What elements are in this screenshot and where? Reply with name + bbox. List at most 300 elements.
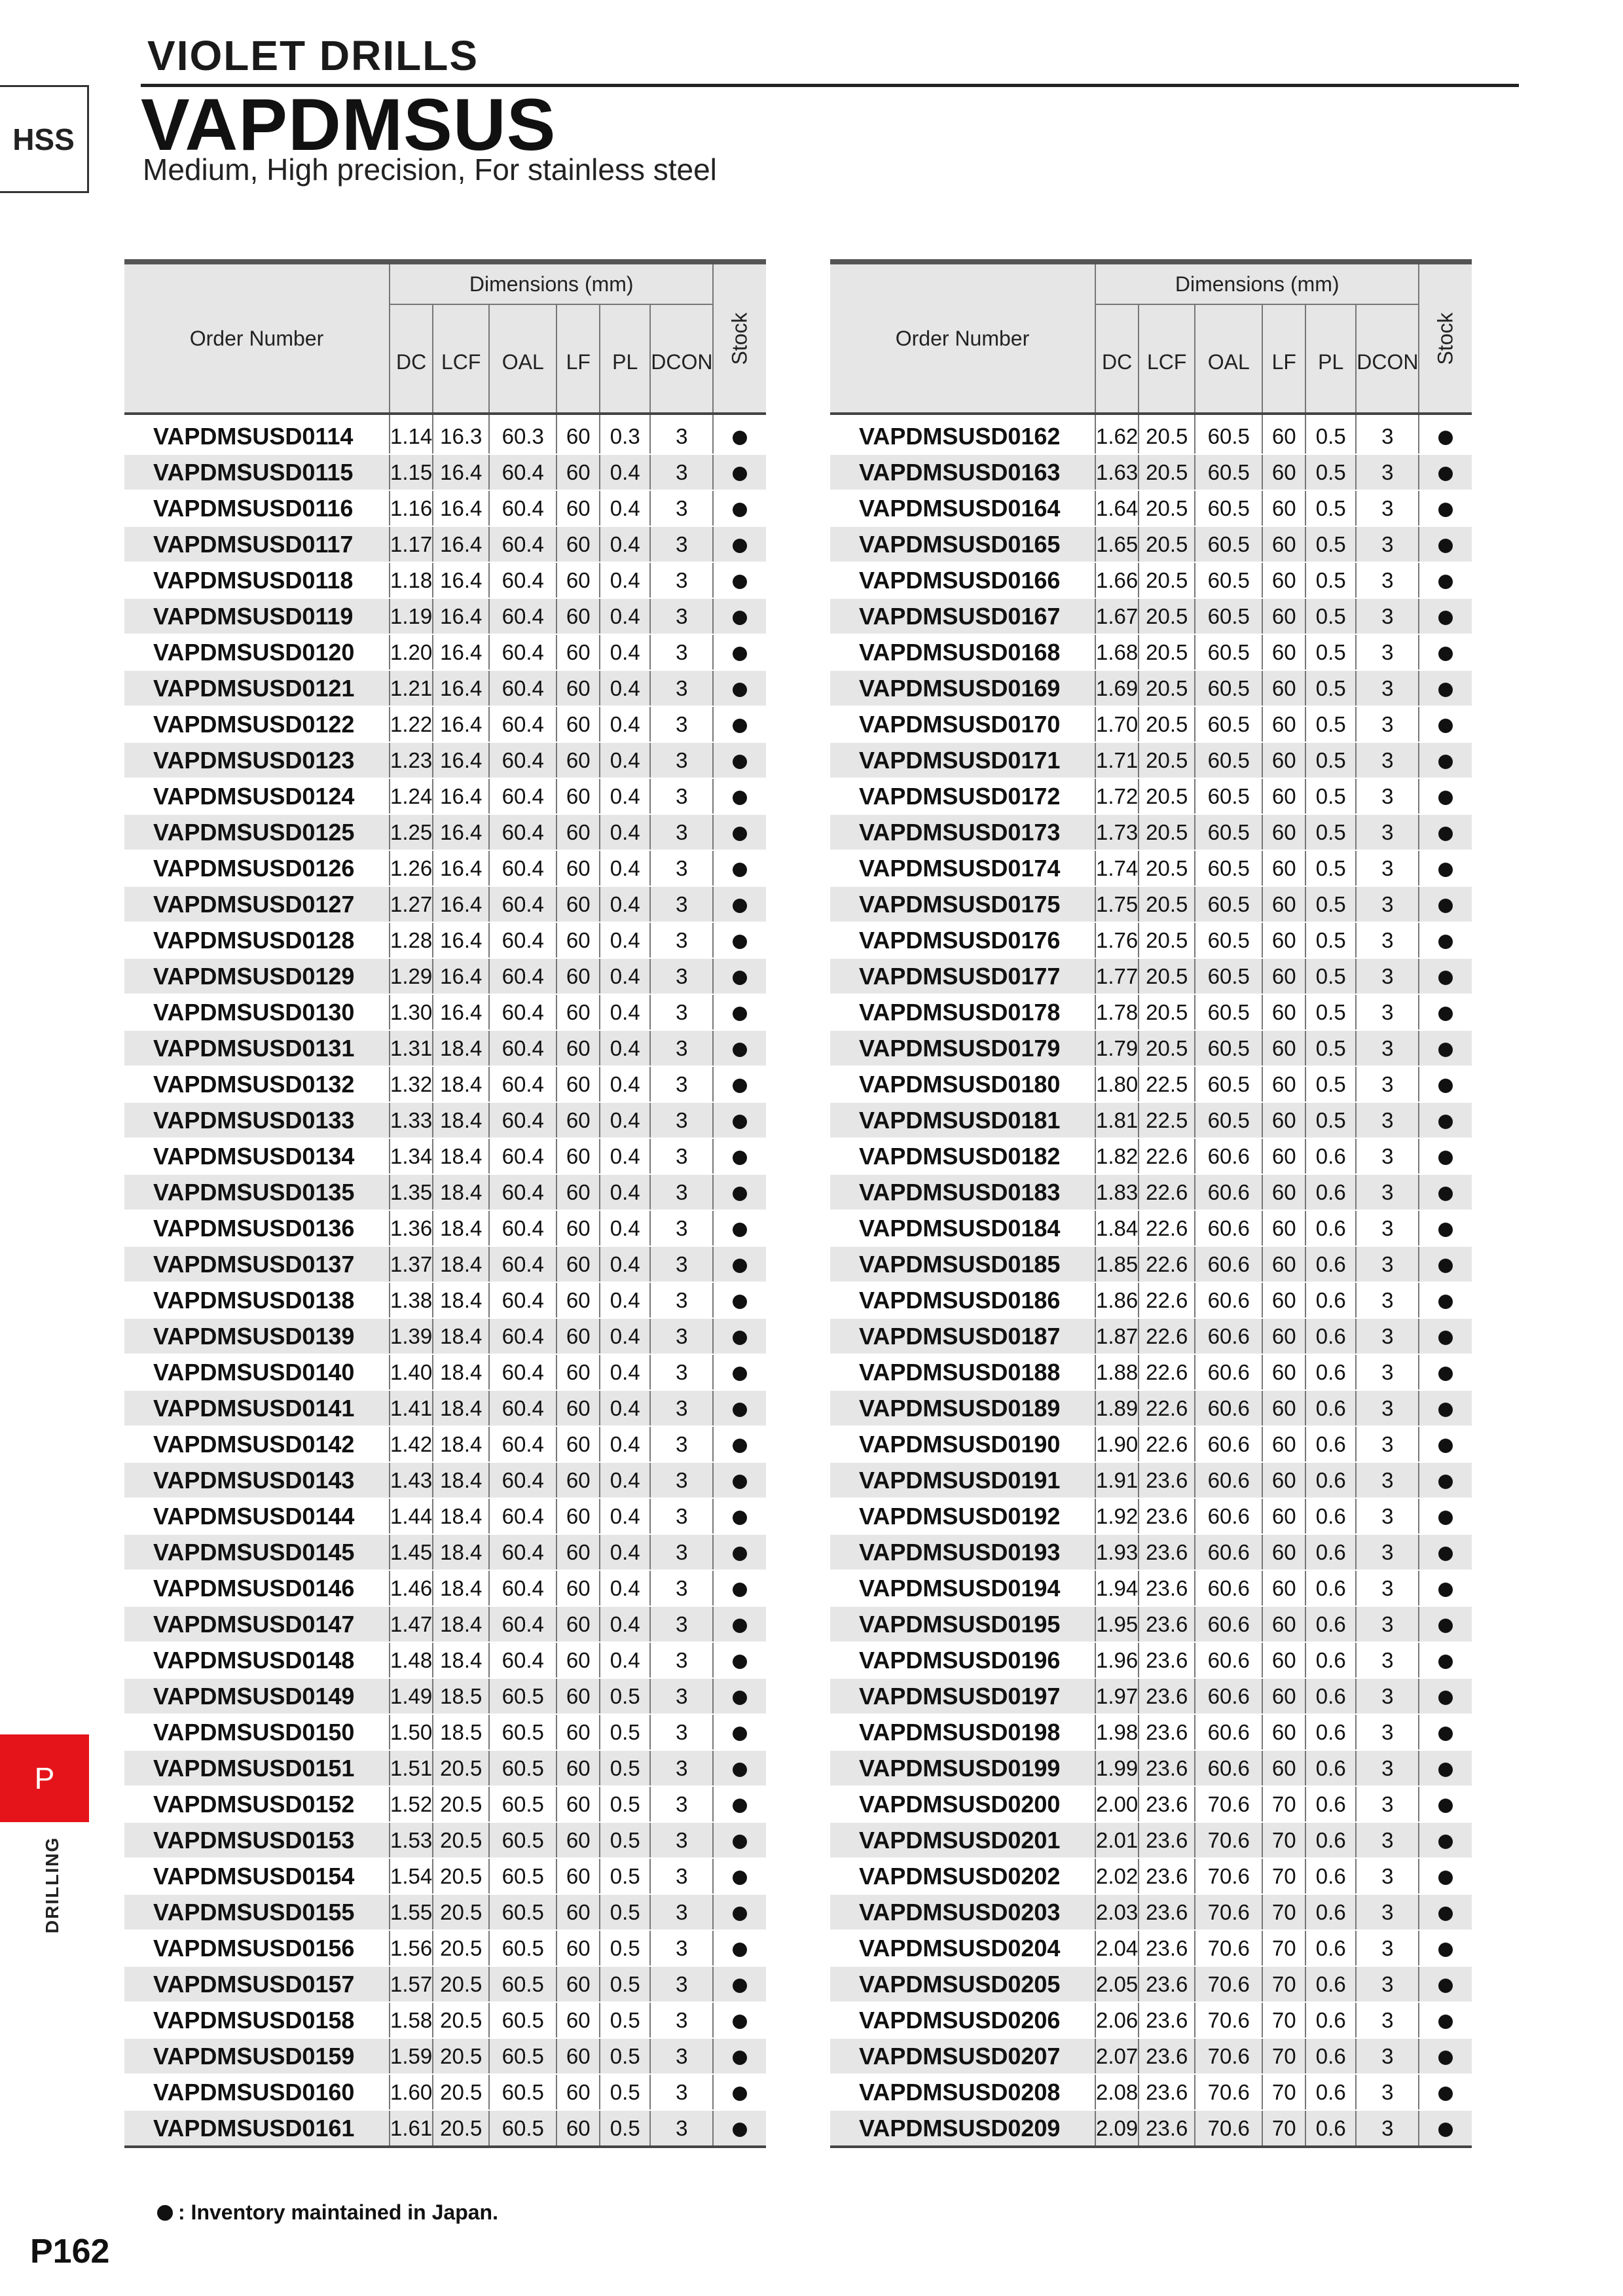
oal-cell: 70.6	[1195, 2002, 1262, 2038]
filled-circle-icon	[1438, 899, 1453, 913]
dcon-cell: 3	[1356, 1642, 1419, 1678]
pl-cell: 0.6	[1305, 1786, 1356, 1822]
dc-cell: 1.21	[390, 670, 433, 706]
table-row	[124, 994, 766, 1030]
stock-cell	[713, 562, 766, 598]
lf-cell: 60	[556, 1786, 600, 1822]
lcf-cell: 23.6	[1139, 1930, 1195, 1966]
order-number-cell: VAPDMSUSD0183	[830, 1174, 1095, 1210]
dcon-cell: 3	[1356, 1966, 1419, 2002]
order-number-cell: VAPDMSUSD0136	[124, 1210, 390, 1246]
lcf-cell: 16.4	[433, 526, 489, 562]
oal-cell: 60.4	[489, 850, 556, 886]
oal-cell: 60.4	[489, 1498, 556, 1534]
filled-circle-icon	[1438, 1655, 1453, 1669]
order-number-cell: VAPDMSUSD0176	[830, 922, 1095, 958]
stock-cell	[1419, 1678, 1472, 1714]
filled-circle-icon	[1438, 1475, 1453, 1489]
pl-header: PL	[600, 304, 650, 414]
stock-cell	[713, 1750, 766, 1786]
dc-cell: 1.90	[1095, 1426, 1139, 1462]
stock-cell	[713, 1930, 766, 1966]
filled-circle-icon	[1438, 2015, 1453, 2029]
dc-cell: 1.84	[1095, 1210, 1139, 1246]
table-row	[830, 2110, 1472, 2147]
lf-cell: 60	[1262, 958, 1305, 994]
table-row	[830, 1174, 1472, 1210]
oal-cell: 60.4	[489, 814, 556, 850]
filled-circle-icon	[1438, 2087, 1453, 2101]
lcf-cell: 20.5	[433, 1786, 489, 1822]
filled-circle-icon	[733, 1619, 747, 1633]
dc-cell: 2.03	[1095, 1894, 1139, 1930]
order-number-cell: VAPDMSUSD0199	[830, 1750, 1095, 1786]
lcf-cell: 23.6	[1139, 1714, 1195, 1750]
order-number-cell: VAPDMSUSD0155	[124, 1894, 390, 1930]
dcon-cell: 3	[1356, 2074, 1419, 2110]
oal-cell: 60.5	[1195, 1102, 1262, 1138]
table-row	[124, 778, 766, 814]
order-number-cell: VAPDMSUSD0206	[830, 2002, 1095, 2038]
lf-header: LF	[1262, 304, 1305, 414]
lcf-cell: 23.6	[1139, 1462, 1195, 1498]
lcf-cell: 22.6	[1139, 1210, 1195, 1246]
dc-cell: 1.52	[390, 1786, 433, 1822]
table-row	[124, 1138, 766, 1174]
dcon-cell: 3	[1356, 1678, 1419, 1714]
order-number-cell: VAPDMSUSD0135	[124, 1174, 390, 1210]
dc-cell: 1.18	[390, 562, 433, 598]
order-number-cell: VAPDMSUSD0203	[830, 1894, 1095, 1930]
dc-cell: 2.04	[1095, 1930, 1139, 1966]
oal-cell: 60.4	[489, 1462, 556, 1498]
dcon-cell: 3	[650, 1858, 713, 1894]
pl-cell: 0.6	[1305, 1750, 1356, 1786]
dc-cell: 1.57	[390, 1966, 433, 2002]
pl-cell: 0.4	[600, 742, 650, 778]
spec-table-left	[124, 259, 766, 2148]
table-row	[830, 2002, 1472, 2038]
order-number-cell: VAPDMSUSD0144	[124, 1498, 390, 1534]
dc-cell: 1.37	[390, 1246, 433, 1282]
pl-cell: 0.5	[600, 2038, 650, 2074]
lf-cell: 70	[1262, 1930, 1305, 1966]
pl-cell: 0.5	[1305, 850, 1356, 886]
lcf-cell: 18.4	[433, 1102, 489, 1138]
table-row	[830, 1102, 1472, 1138]
table-row	[830, 1786, 1472, 1822]
pl-cell: 0.6	[1305, 2002, 1356, 2038]
filled-circle-icon	[1438, 1727, 1453, 1741]
oal-cell: 60.5	[489, 1894, 556, 1930]
lcf-cell: 20.5	[433, 2074, 489, 2110]
product-subtitle: Medium, High precision, For stainless steel	[143, 152, 717, 187]
dcon-cell: 3	[650, 1786, 713, 1822]
lf-cell: 60	[556, 2002, 600, 2038]
lf-cell: 60	[556, 2110, 600, 2147]
lf-cell: 60	[556, 778, 600, 814]
dc-cell: 1.85	[1095, 1246, 1139, 1282]
lf-cell: 60	[556, 2074, 600, 2110]
oal-cell: 60.4	[489, 454, 556, 490]
dcon-cell: 3	[650, 850, 713, 886]
order-number-cell: VAPDMSUSD0172	[830, 778, 1095, 814]
table-row	[124, 1822, 766, 1858]
table-row	[830, 670, 1472, 706]
stock-cell	[713, 1246, 766, 1282]
stock-cell	[1419, 598, 1472, 634]
dc-cell: 1.80	[1095, 1066, 1139, 1102]
lf-cell: 60	[1262, 1642, 1305, 1678]
dcon-cell: 3	[650, 1894, 713, 1930]
oal-cell: 60.4	[489, 1138, 556, 1174]
filled-circle-icon	[733, 755, 747, 769]
oal-cell: 60.5	[489, 1678, 556, 1714]
table-row	[830, 850, 1472, 886]
table-row	[830, 742, 1472, 778]
lcf-cell: 20.5	[433, 1858, 489, 1894]
lf-cell: 60	[1262, 1498, 1305, 1534]
oal-cell: 70.6	[1195, 1858, 1262, 1894]
table-row	[124, 562, 766, 598]
stock-cell	[1419, 526, 1472, 562]
stock-cell	[1419, 490, 1472, 526]
stock-cell	[713, 2110, 766, 2147]
filled-circle-icon	[1438, 1835, 1453, 1849]
pl-cell: 0.6	[1305, 1318, 1356, 1354]
oal-cell: 60.6	[1195, 1498, 1262, 1534]
filled-circle-icon	[733, 863, 747, 877]
filled-circle-icon	[1438, 1079, 1453, 1093]
stock-cell	[1419, 1750, 1472, 1786]
oal-cell: 60.4	[489, 670, 556, 706]
pl-cell: 0.5	[600, 1930, 650, 1966]
table-row	[830, 1030, 1472, 1066]
dcon-cell: 3	[1356, 1102, 1419, 1138]
oal-cell: 60.4	[489, 778, 556, 814]
table-row	[124, 814, 766, 850]
table-row	[830, 454, 1472, 490]
oal-cell: 60.5	[1195, 634, 1262, 670]
order-number-cell: VAPDMSUSD0178	[830, 994, 1095, 1030]
pl-cell: 0.6	[1305, 1282, 1356, 1318]
dcon-cell: 3	[650, 1030, 713, 1066]
oal-cell: 60.5	[1195, 490, 1262, 526]
stock-cell	[713, 742, 766, 778]
dcon-cell: 3	[1356, 454, 1419, 490]
dc-cell: 1.40	[390, 1354, 433, 1390]
dc-cell: 1.23	[390, 742, 433, 778]
order-number-cell: VAPDMSUSD0115	[124, 454, 390, 490]
lf-cell: 60	[1262, 1750, 1305, 1786]
table-row	[124, 1390, 766, 1426]
oal-cell: 60.5	[489, 2038, 556, 2074]
pl-cell: 0.5	[1305, 814, 1356, 850]
table-row	[124, 2110, 766, 2147]
dc-cell: 1.87	[1095, 1318, 1139, 1354]
pl-cell: 0.4	[600, 1570, 650, 1606]
hss-tab: HSS	[0, 85, 89, 193]
dc-cell: 1.50	[390, 1714, 433, 1750]
lf-cell: 60	[556, 1426, 600, 1462]
stock-cell	[713, 526, 766, 562]
dc-cell: 1.34	[390, 1138, 433, 1174]
order-number-cell: VAPDMSUSD0128	[124, 922, 390, 958]
filled-circle-icon	[1438, 1007, 1453, 1021]
oal-cell: 60.5	[1195, 598, 1262, 634]
pl-cell: 0.5	[1305, 958, 1356, 994]
order-number-cell: VAPDMSUSD0123	[124, 742, 390, 778]
dcon-cell: 3	[1356, 1282, 1419, 1318]
dcon-cell: 3	[650, 958, 713, 994]
order-number-cell: VAPDMSUSD0168	[830, 634, 1095, 670]
lf-cell: 60	[556, 562, 600, 598]
order-number-cell: VAPDMSUSD0194	[830, 1570, 1095, 1606]
stock-header	[713, 262, 766, 414]
stock-cell	[713, 1102, 766, 1138]
dc-cell: 1.62	[1095, 414, 1139, 454]
dcon-cell: 3	[1356, 1930, 1419, 1966]
filled-circle-icon	[1438, 1691, 1453, 1705]
filled-circle-icon	[1438, 1799, 1453, 1813]
dc-cell: 1.53	[390, 1822, 433, 1858]
oal-cell: 60.5	[1195, 886, 1262, 922]
order-number-cell: VAPDMSUSD0188	[830, 1354, 1095, 1390]
pl-cell: 0.6	[1305, 1930, 1356, 1966]
stock-cell	[1419, 2002, 1472, 2038]
pl-cell: 0.4	[600, 634, 650, 670]
lf-cell: 60	[1262, 670, 1305, 706]
pl-cell: 0.5	[1305, 490, 1356, 526]
pl-cell: 0.6	[1305, 1426, 1356, 1462]
lcf-cell: 22.6	[1139, 1282, 1195, 1318]
order-number-cell: VAPDMSUSD0207	[830, 2038, 1095, 2074]
order-number-cell: VAPDMSUSD0169	[830, 670, 1095, 706]
stock-cell	[713, 1426, 766, 1462]
pl-cell: 0.4	[600, 706, 650, 742]
page-number: P162	[30, 2233, 110, 2270]
table-row	[830, 1462, 1472, 1498]
dc-cell: 1.19	[390, 598, 433, 634]
lf-cell: 60	[556, 454, 600, 490]
table-row	[124, 1858, 766, 1894]
pl-cell: 0.6	[1305, 1210, 1356, 1246]
order-number-cell: VAPDMSUSD0124	[124, 778, 390, 814]
lf-cell: 60	[1262, 490, 1305, 526]
oal-cell: 60.6	[1195, 1210, 1262, 1246]
lf-cell: 60	[556, 886, 600, 922]
dcon-cell: 3	[1356, 1750, 1419, 1786]
lcf-cell: 16.4	[433, 670, 489, 706]
oal-cell: 60.4	[489, 922, 556, 958]
dc-cell: 2.08	[1095, 2074, 1139, 2110]
lf-cell: 60	[1262, 1318, 1305, 1354]
table-row	[830, 2074, 1472, 2110]
stock-cell	[1419, 1390, 1472, 1426]
oal-cell: 60.6	[1195, 1534, 1262, 1570]
filled-circle-icon	[733, 1511, 747, 1525]
oal-cell: 60.4	[489, 1534, 556, 1570]
lf-cell: 60	[1262, 1174, 1305, 1210]
dc-cell: 1.97	[1095, 1678, 1139, 1714]
dcon-cell: 3	[650, 886, 713, 922]
table-row	[830, 1390, 1472, 1426]
pl-header: PL	[1305, 304, 1356, 414]
order-number-cell: VAPDMSUSD0152	[124, 1786, 390, 1822]
lcf-cell: 22.6	[1139, 1174, 1195, 1210]
dcon-cell: 3	[1356, 1066, 1419, 1102]
filled-circle-icon	[733, 1151, 747, 1165]
filled-circle-icon	[733, 1331, 747, 1345]
stock-cell	[1419, 1822, 1472, 1858]
order-number-cell: VAPDMSUSD0159	[124, 2038, 390, 2074]
filled-circle-icon	[1438, 1115, 1453, 1129]
dc-cell: 1.78	[1095, 994, 1139, 1030]
dcon-cell: 3	[650, 414, 713, 454]
dcon-cell: 3	[650, 922, 713, 958]
dcon-cell: 3	[650, 1498, 713, 1534]
dcon-cell: 3	[1356, 1858, 1419, 1894]
pl-cell: 0.6	[1305, 1570, 1356, 1606]
lcf-cell: 20.5	[1139, 958, 1195, 994]
dcon-cell: 3	[650, 994, 713, 1030]
filled-circle-icon	[1438, 575, 1453, 589]
filled-circle-icon	[1438, 827, 1453, 841]
filled-circle-icon	[733, 1223, 747, 1237]
dc-cell: 1.88	[1095, 1354, 1139, 1390]
stock-cell	[713, 1606, 766, 1642]
dcon-cell: 3	[650, 1714, 713, 1750]
pl-cell: 0.6	[1305, 1390, 1356, 1426]
dc-cell: 1.14	[390, 414, 433, 454]
filled-circle-icon	[733, 1115, 747, 1129]
table-row	[830, 1606, 1472, 1642]
oal-cell: 60.5	[1195, 814, 1262, 850]
order-number-cell: VAPDMSUSD0125	[124, 814, 390, 850]
order-number-cell: VAPDMSUSD0175	[830, 886, 1095, 922]
dc-cell: 1.17	[390, 526, 433, 562]
pl-cell: 0.5	[1305, 922, 1356, 958]
table-row	[124, 1282, 766, 1318]
lcf-cell: 18.4	[433, 1210, 489, 1246]
dc-cell: 1.96	[1095, 1642, 1139, 1678]
lf-cell: 60	[556, 1066, 600, 1102]
dcon-cell: 3	[1356, 1318, 1419, 1354]
lcf-cell: 16.4	[433, 562, 489, 598]
dc-cell: 1.58	[390, 2002, 433, 2038]
dc-cell: 2.02	[1095, 1858, 1139, 1894]
filled-circle-icon	[1438, 2123, 1453, 2137]
table-row	[830, 1066, 1472, 1102]
dc-cell: 1.73	[1095, 814, 1139, 850]
filled-circle-icon	[1438, 539, 1453, 553]
dcon-cell: 3	[650, 1750, 713, 1786]
dc-cell: 1.24	[390, 778, 433, 814]
lf-cell: 70	[1262, 1858, 1305, 1894]
dcon-cell: 3	[650, 2074, 713, 2110]
pl-cell: 0.4	[600, 1210, 650, 1246]
pl-cell: 0.4	[600, 922, 650, 958]
pl-cell: 0.6	[1305, 1498, 1356, 1534]
dcon-cell: 3	[650, 1210, 713, 1246]
lcf-cell: 22.6	[1139, 1318, 1195, 1354]
table-row	[830, 1498, 1472, 1534]
order-number-cell: VAPDMSUSD0147	[124, 1606, 390, 1642]
lf-cell: 60	[1262, 1462, 1305, 1498]
dcon-cell: 3	[1356, 1822, 1419, 1858]
lcf-cell: 16.4	[433, 742, 489, 778]
dcon-cell: 3	[650, 814, 713, 850]
dc-cell: 1.92	[1095, 1498, 1139, 1534]
dc-cell: 1.41	[390, 1390, 433, 1426]
oal-cell: 60.6	[1195, 1246, 1262, 1282]
order-number-cell: VAPDMSUSD0120	[124, 634, 390, 670]
order-number-cell: VAPDMSUSD0154	[124, 1858, 390, 1894]
lcf-cell: 16.4	[433, 778, 489, 814]
table-row	[830, 1822, 1472, 1858]
filled-circle-icon	[1438, 1403, 1453, 1417]
lcf-cell: 18.4	[433, 1570, 489, 1606]
lcf-cell: 16.4	[433, 850, 489, 886]
oal-cell: 60.4	[489, 526, 556, 562]
lf-cell: 60	[1262, 1390, 1305, 1426]
order-number-cell: VAPDMSUSD0116	[124, 490, 390, 526]
filled-circle-icon	[1438, 1223, 1453, 1237]
table-row	[830, 922, 1472, 958]
pl-cell: 0.4	[600, 1426, 650, 1462]
order-number-cell: VAPDMSUSD0161	[124, 2110, 390, 2147]
stock-cell	[713, 414, 766, 454]
order-number-header: Order Number	[124, 262, 390, 414]
filled-circle-icon	[733, 1403, 747, 1417]
stock-cell	[1419, 1606, 1472, 1642]
order-number-cell: VAPDMSUSD0185	[830, 1246, 1095, 1282]
table-row	[830, 1570, 1472, 1606]
filled-circle-icon	[1438, 1295, 1453, 1309]
dcon-cell: 3	[650, 1354, 713, 1390]
lcf-cell: 23.6	[1139, 2002, 1195, 2038]
dcon-cell: 3	[650, 1426, 713, 1462]
oal-cell: 60.4	[489, 1102, 556, 1138]
order-number-cell: VAPDMSUSD0158	[124, 2002, 390, 2038]
footnote-text: : Inventory maintained in Japan.	[178, 2200, 498, 2224]
order-number-cell: VAPDMSUSD0187	[830, 1318, 1095, 1354]
dc-cell: 1.95	[1095, 1606, 1139, 1642]
filled-circle-icon	[1438, 1619, 1453, 1633]
filled-circle-icon	[733, 1367, 747, 1381]
stock-cell	[1419, 958, 1472, 994]
filled-circle-icon	[1438, 1043, 1453, 1057]
pl-cell: 0.5	[600, 1858, 650, 1894]
oal-cell: 60.5	[489, 1750, 556, 1786]
order-number-cell: VAPDMSUSD0191	[830, 1462, 1095, 1498]
lcf-cell: 16.3	[433, 414, 489, 454]
oal-cell: 60.5	[489, 1822, 556, 1858]
lf-cell: 70	[1262, 1822, 1305, 1858]
lcf-cell: 23.6	[1139, 1534, 1195, 1570]
order-number-cell: VAPDMSUSD0129	[124, 958, 390, 994]
stock-cell	[713, 1066, 766, 1102]
oal-cell: 60.6	[1195, 1714, 1262, 1750]
stock-cell	[1419, 1786, 1472, 1822]
filled-circle-icon	[1438, 1367, 1453, 1381]
filled-circle-icon	[1438, 1763, 1453, 1777]
dc-cell: 1.55	[390, 1894, 433, 1930]
lcf-cell: 20.5	[1139, 886, 1195, 922]
lf-cell: 70	[1262, 2110, 1305, 2147]
stock-cell	[1419, 1318, 1472, 1354]
pl-cell: 0.5	[600, 1714, 650, 1750]
